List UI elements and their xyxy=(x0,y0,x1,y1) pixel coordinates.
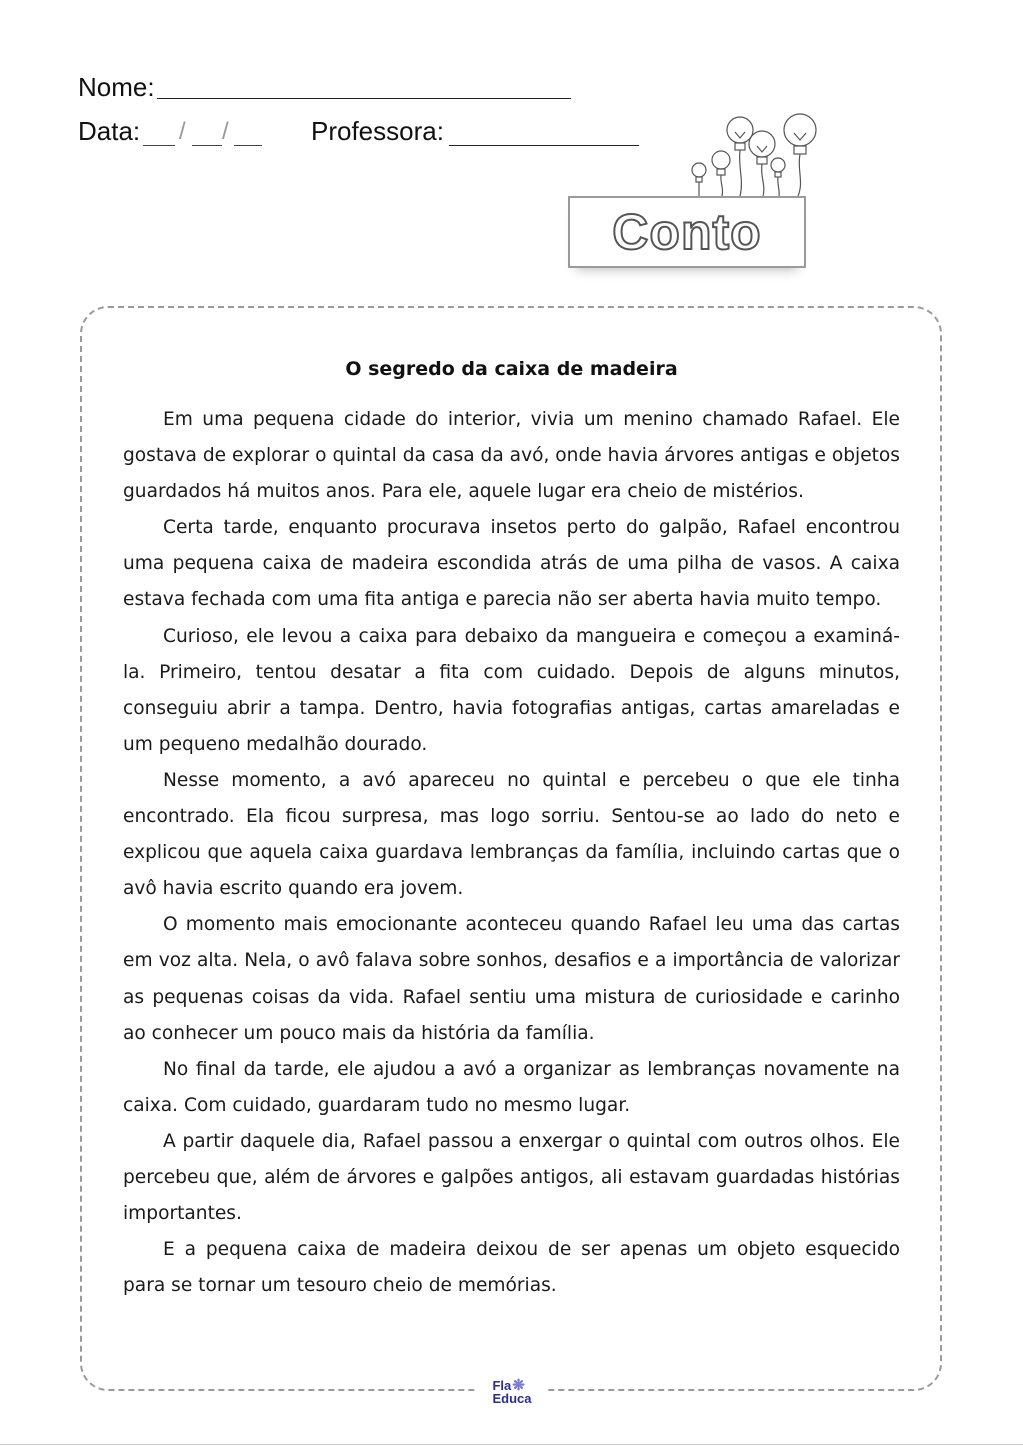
name-label: Nome: xyxy=(78,72,155,102)
genre-label-box xyxy=(568,196,806,268)
genre-label: Conto xyxy=(612,204,762,260)
date-year-field[interactable] xyxy=(234,145,262,146)
story-paragraph: Em uma pequena cidade do interior, vivia um menino chamado Rafael. Ele gostava de explorar o quintal da casa da avó, onde havia árvores antigas e objetos guardados há muitos anos. Para ele, aquele lugar era cheio de mistérios. xyxy=(123,409,900,503)
date-label: Data: xyxy=(78,116,141,146)
light-bulb-icon xyxy=(784,114,816,196)
story-body xyxy=(123,402,900,1304)
story-paragraph: No final da tarde, ele ajudou a avó a organizar as lembranças novamente na caixa. Com cuidado, guardaram tudo no mesmo lugar. xyxy=(123,1058,900,1116)
logo-line-2: Educa xyxy=(492,1391,532,1406)
story-paragraph: Nesse momento, a avó apareceu no quintal e percebeu o que ele tinha encontrado. Ela ficou surpresa, mas logo sorriu. Sentou-se ao lado do neto e explicou que aquela caixa guardava lembranças da família, incluindo cartas que o avô havia escrito quando era jovem. xyxy=(123,769,900,900)
teacher-field[interactable] xyxy=(449,145,639,146)
page-bottom-divider xyxy=(0,1444,1023,1445)
light-bulb-icon xyxy=(771,158,785,196)
date-day-field[interactable] xyxy=(143,145,175,146)
story-title: O segredo da caixa de madeira xyxy=(345,358,678,380)
light-bulbs-illustration xyxy=(680,108,830,198)
date-month-field[interactable] xyxy=(192,145,222,146)
logo-line-1: Fla xyxy=(492,1378,512,1393)
light-bulb-icon xyxy=(727,117,753,196)
story-paragraph: O momento mais emocionante aconteceu quando Rafael leu uma das cartas em voz alta. Nela, o avô falava sobre sonhos, desafios e a importância de valorizar as pequenas coisas da vida. Rafael sentiu uma mistura de curiosidade e carinho ao conhecer um pouco mais da história da família. xyxy=(123,914,900,1044)
publisher-logo xyxy=(478,1375,546,1409)
flower-icon: ❋ xyxy=(512,1377,525,1394)
light-bulb-icon xyxy=(712,151,730,196)
name-field[interactable] xyxy=(157,98,571,99)
story-paragraph: Certa tarde, enquanto procurava insetos perto do galpão, Rafael encontrou uma pequena caixa de madeira escondida atrás de uma pilha de vasos. A caixa estava fechada com uma fita antiga e parecia não ser aberta havia muito tempo. xyxy=(123,517,900,611)
teacher-label: Professora: xyxy=(311,116,444,146)
story-paragraph: E a pequena caixa de madeira deixou de ser apenas um objeto esquecido para se tornar um tesouro cheio de memórias. xyxy=(123,1239,900,1297)
story-paragraph: A partir daquele dia, Rafael passou a enxergar o quintal com outros olhos. Ele percebeu que, além de árvores e galpões antigos, ali estavam guardadas histórias importantes. xyxy=(123,1130,900,1225)
light-bulb-icon xyxy=(692,163,706,196)
story-paragraph: Curioso, ele levou a caixa para debaixo da mangueira e começou a examiná-la. Primeiro, tentou desatar a fita com cuidado. Depois de alguns minutos, conseguiu abrir a tampa. Dentro, havia fotografias antigas, cartas amareladas e um pequeno medalhão dourado. xyxy=(123,625,900,755)
date-separator: / xyxy=(179,118,186,145)
date-separator: / xyxy=(222,118,229,145)
